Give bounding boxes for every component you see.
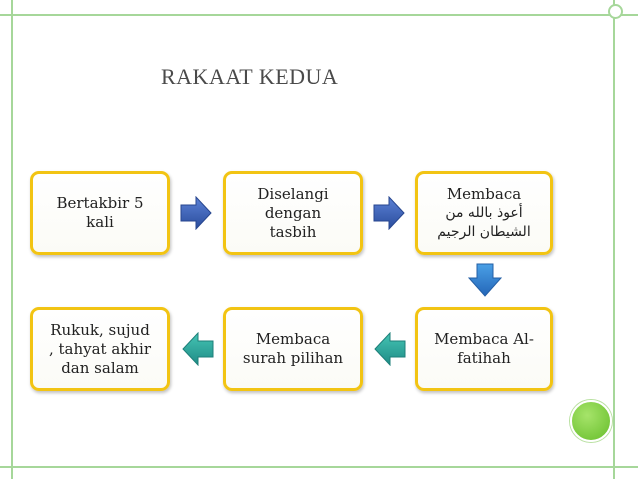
step-6-text: Rukuk, sujud , tahyat akhir dan salam xyxy=(48,320,152,377)
decor-dot-green xyxy=(570,400,612,442)
step-box-1 xyxy=(30,171,170,255)
slide-border-top xyxy=(0,14,638,16)
step-3-arabic-line-1: أعوذ بالله من xyxy=(445,204,523,221)
step-box-3 xyxy=(415,171,553,255)
step-box-4 xyxy=(415,307,553,391)
slide-title: RAKAAT KEDUA xyxy=(161,64,339,89)
step-4-text: Membaca Al- fatihah xyxy=(434,330,534,367)
step-box-6 xyxy=(30,307,170,391)
arrow-left-icon-2 xyxy=(182,332,214,366)
arrow-down-icon xyxy=(468,263,502,297)
step-3-arabic-line-2: الشيطان الرجيم xyxy=(437,223,531,240)
step-box-5 xyxy=(223,307,363,391)
step-2-text: Diselangi dengan tasbih xyxy=(257,184,329,241)
step-1-text: Bertakbir 5 kali xyxy=(56,194,144,231)
step-3-text: Membaca xyxy=(446,184,522,203)
step-box-2 xyxy=(223,171,363,255)
step-5-text: Membaca surah pilihan xyxy=(242,330,344,367)
decor-dot-small xyxy=(608,4,623,19)
slide-border-left xyxy=(11,0,13,479)
slide-border-right xyxy=(613,0,615,479)
arrow-left-icon-1 xyxy=(374,332,406,366)
slide-border-bottom xyxy=(0,466,638,468)
arrow-right-icon-1 xyxy=(180,196,212,230)
arrow-right-icon-2 xyxy=(373,196,405,230)
